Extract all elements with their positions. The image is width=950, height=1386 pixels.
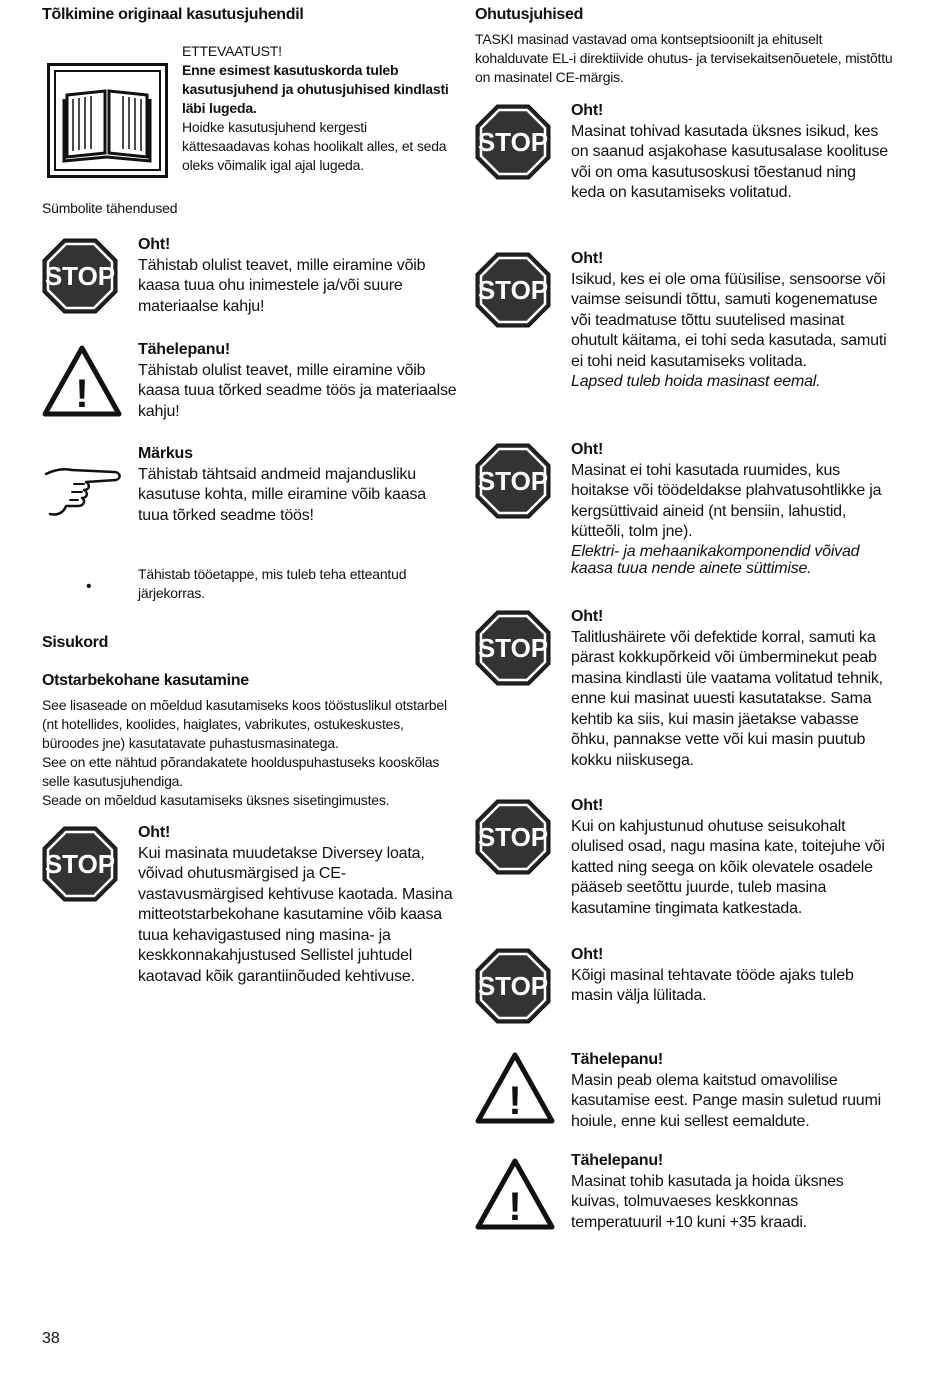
symbol-attention-heading: Tähelepanu! — [138, 341, 231, 358]
stop-sign-icon — [475, 252, 551, 328]
stop-sign-icon — [475, 948, 551, 1024]
usage-title: Otstarbekohane kasutamine — [42, 672, 249, 689]
safety-item-heading: Tähelepanu! — [571, 1152, 664, 1169]
stop-label: STOP — [477, 275, 549, 305]
safety-item-heading: Oht! — [571, 797, 604, 814]
exclamation-mark: ! — [508, 1185, 522, 1229]
symbol-danger-text: Tähistab olulist teavet, mille eiramine võib kaasa tuua ohu inimestele ja/või suure materiaalse kahju! — [138, 256, 426, 315]
safety-item-heading: Tähelepanu! — [571, 1051, 664, 1068]
symbol-attention-text: Tähistab olulist teavet, mille eiramine võib kaasa tuua tõrked seadme töös ja materiaalse kahju! — [138, 361, 457, 420]
caution-bold-text: Enne esimest kasutuskorda tuleb kasutusjuhend ja ohutusjuhised kindlasti läbi lugeda. — [182, 62, 449, 116]
danger-heading: Oht! — [138, 824, 171, 841]
usage-paragraph-3: Seade on mõeldud kasutamiseks üksnes sisetingimustes. — [42, 792, 390, 808]
stop-label: STOP — [477, 127, 549, 157]
safety-title: Ohutusjuhised — [475, 6, 584, 23]
stop-sign-icon — [475, 104, 551, 180]
safety-item-note: Lapsed tuleb hoida masinast eemal. — [571, 373, 821, 390]
usage-paragraph-1: See lisaseade on mõeldud kasutamiseks koos tööstuslikul otstarbel (nt hotellides, koolides, haiglates, vabrikutes, ostukeskustes, büroodes jne) kasutatavate puhastusmasinatega. — [42, 697, 447, 751]
exclamation-mark: ! — [508, 1079, 522, 1123]
symbols-title: Sümbolite tähendused — [42, 200, 178, 216]
safety-item-heading: Oht! — [571, 441, 604, 458]
symbol-note-heading: Märkus — [138, 445, 193, 462]
caution-text: Hoidke kasutusjuhend kergesti kättesaadavas kohas hoolikalt alles, et seda oleks võimalik igal ajal lugeda. — [182, 119, 447, 173]
safety-item-text: Masin peab olema kaitstud omavolilise kasutamise eest. Pange masin suletud ruumi hoiule, enne kui sellest eemaldute. — [571, 1071, 881, 1130]
symbol-step-text: Tähistab tööetappe, mis tuleb teha etteantud järjekorras. — [138, 566, 407, 601]
safety-item-text: Masinat ei tohi kasutada ruumides, kus hoitakse või töödeldakse plahvatusohtlikke ja kergsüttivaid aineid (nt bensiin, lahustid, kütteõli, tolm jne). — [571, 461, 882, 540]
stop-label: STOP — [477, 633, 549, 663]
stop-sign-icon — [42, 238, 118, 314]
exclamation-mark: ! — [75, 372, 89, 416]
bullet-symbol: • — [86, 578, 92, 595]
stop-label: STOP — [44, 261, 116, 291]
safety-item-text: Kõigi masinal tehtavate tööde ajaks tuleb masin välja lülitada. — [571, 966, 854, 1004]
stop-sign-icon — [42, 826, 118, 902]
stop-sign-icon — [475, 443, 551, 519]
stop-sign-icon — [475, 799, 551, 875]
safety-item-heading: Oht! — [571, 946, 604, 963]
danger-text: Kui masinata muudetakse Diversey loata, võivad ohutusmärgised ja CE-vastavusmärgised kehtivuse kaotada. Masina mitteotstarbekohane kasutamine võib kaasa tuua kehavigastused ning masina- ja keskkonnakahjustused Sellistel juhtudel kaotavad kõik garantiinõuded kehtivuse. — [138, 844, 453, 985]
warning-triangle-icon — [42, 345, 122, 417]
safety-item-text: Isikud, kes ei ole oma füüsilise, sensoorse või vaimse seisundi tõttu, samuti kogenematuse või teadmatuse tõttu suutelised masinat ohutult käitama, ei tohi seda kasutada, samuti ei tohi neid kasutamiseks volitada. — [571, 270, 887, 370]
warning-triangle-icon — [475, 1158, 555, 1230]
safety-item-text: Masinat tohib kasutada ja hoida üksnes kuivas, tolmuvaeses keskkonnas temperatuuril +10 kuni +35 kraadi. — [571, 1172, 844, 1231]
toc-title: Sisukord — [42, 634, 109, 651]
manual-book-icon — [47, 63, 168, 178]
safety-item-heading: Oht! — [571, 608, 604, 625]
section-title-translation: Tõlkimine originaal kasutusjuhendil — [42, 6, 304, 23]
safety-item-text: Masinat tohivad kasutada üksnes isikud, kes on saanud asjakohase kasutusalase koolituse või on oma kasutusoskusi tõestanud ning keda on kasutamiseks volitatud. — [571, 122, 888, 201]
stop-label: STOP — [477, 971, 549, 1001]
symbol-danger-heading: Oht! — [138, 236, 171, 253]
caution-heading: ETTEVAATUST! — [182, 43, 282, 59]
safety-item-heading: Oht! — [571, 250, 604, 267]
safety-item-text: Kui on kahjustunud ohutuse seisukohalt olulised osad, nagu masina kate, toitejuhe või katted ning seega on kõik olevatele osadele pääseb seetõttu juurde, tuleb masina kasutamine tingimata katkestada. — [571, 817, 885, 917]
page-number: 38 — [42, 1330, 60, 1347]
stop-label: STOP — [44, 849, 116, 879]
safety-item-heading: Oht! — [571, 102, 604, 119]
safety-item-note: Elektri- ja mehaanikakomponendid võivad kaasa tuua nende ainete süttimise. — [571, 542, 860, 577]
stop-label: STOP — [477, 466, 549, 496]
safety-item-text: Talitlushäirete või defektide korral, samuti ka pärast kokkupõrkeid või ümberminekut peab masina kindlasti üle vaatama volitatud tehnik, enne kui masinat uuesti kasutatakse. Sama kehtib ka siis, kui masin jäetakse vabasse õhku, pannakse vette või kui masin puutub kokku niiskusega. — [571, 628, 883, 769]
symbol-note-text: Tähistab tähtsaid andmeid majandusliku kasutuse kohta, mille eiramine võib kaasa tuua tõrked seadme töös! — [138, 465, 426, 524]
stop-label: STOP — [477, 822, 549, 852]
usage-paragraph-2: See on ette nähtud põrandakatete hoolduspuhastuseks kooskõlas selle kasutusjuhendiga. — [42, 754, 440, 789]
pointing-hand-icon — [44, 462, 124, 520]
stop-sign-icon — [475, 610, 551, 686]
safety-intro: TASKI masinad vastavad oma kontseptsioonilt ja ehituselt kohalduvate EL-i direktiivide ohutus- ja tervisekaitsenõuetele, mistõttu on masinatel CE-märgis. — [475, 31, 893, 85]
warning-triangle-icon — [475, 1052, 555, 1124]
